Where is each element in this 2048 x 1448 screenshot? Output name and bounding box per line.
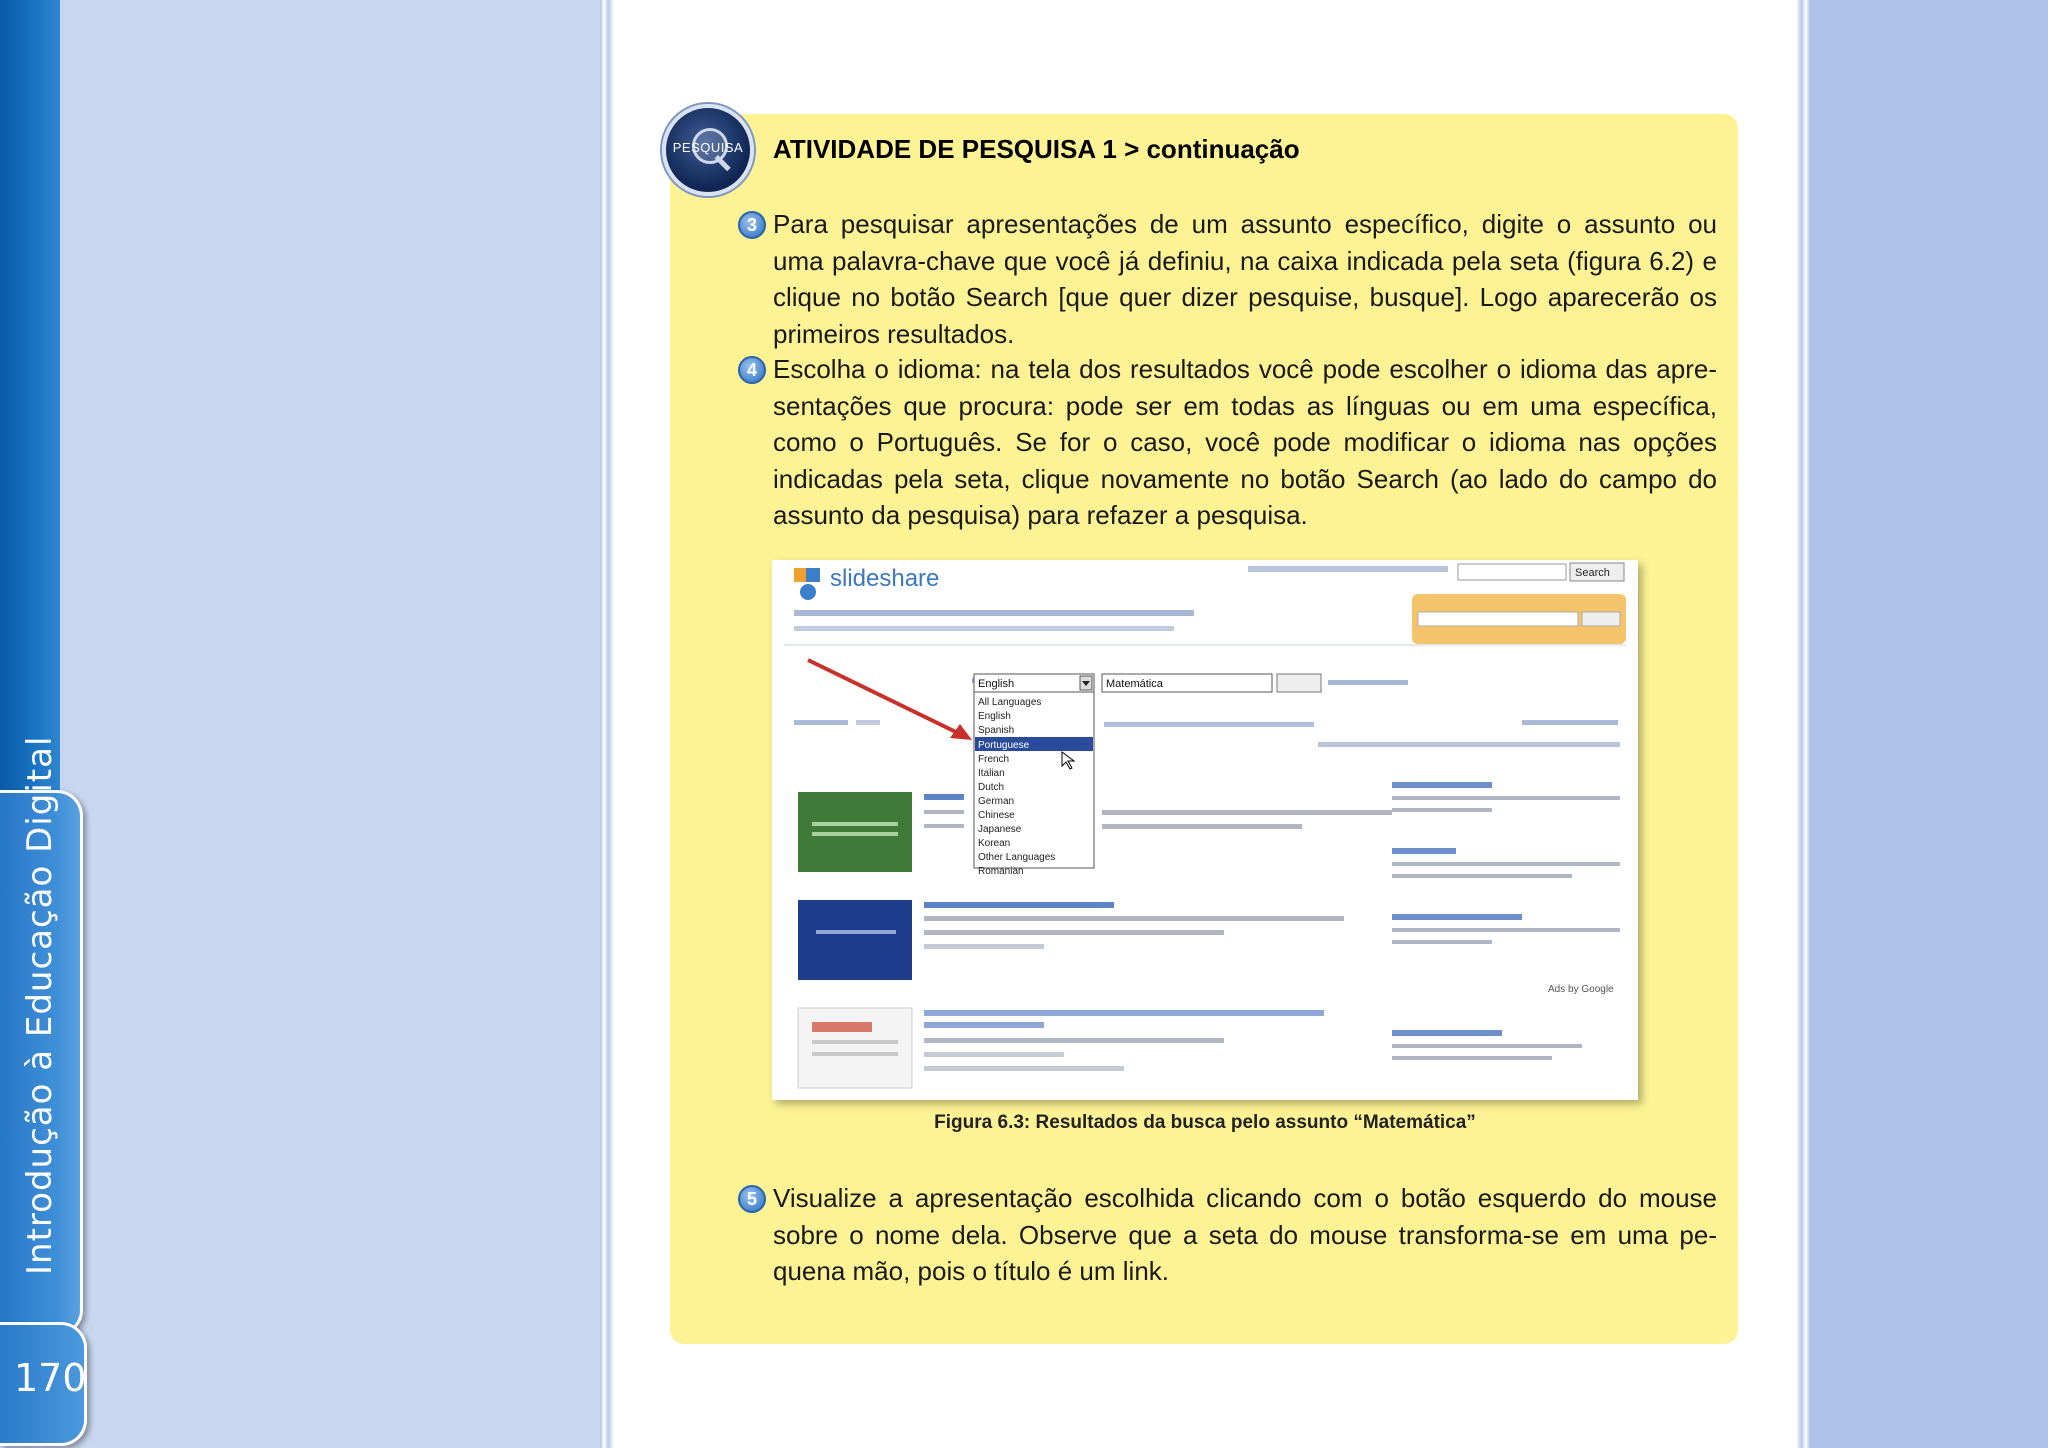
language-option: Korean <box>978 838 1011 849</box>
language-option: Italian <box>978 768 1005 779</box>
step-4-text: Escolha o idioma: na tela dos resultados você pode escolher o idioma das apre-sentações que procura: pode ser em todas as línguas ou em uma específica, como o Português. Se for o caso, você pode modificar o idioma nas opções indicadas pela seta, clique novamente no botão Search (ao lado do campo do assunto da pesquisa) para refazer a pesquisa. <box>773 354 1717 530</box>
language-option: All Languages <box>978 697 1042 708</box>
right-margin-panel <box>1810 0 2048 1448</box>
left-page-edge <box>600 0 614 1448</box>
language-option-highlighted: Portuguese <box>978 740 1030 751</box>
step-5-text: Visualize a apresentação escolhida clicando com o botão esquerdo do mouse sobre o nome dela. Observe que a seta do mouse transforma-se em uma pe-quena mão, pois o título é um link. <box>773 1183 1717 1286</box>
left-margin-panel <box>60 0 600 1448</box>
book-title: Introdução à Educação Digital <box>20 735 60 1275</box>
step-3-text: Para pesquisar apresentações de um assunto específico, digite o assunto ou uma palavra-chave que você já definiu, na caixa indicada pela seta (figura 6.2) e clique no botão Search [que quer dizer pesquise, busque]. Logo aparecerão os primeiros resultados. <box>773 209 1717 349</box>
step-number-4: 4 <box>738 356 766 384</box>
activity-title: ATIVIDADE DE PESQUISA 1 > continuação <box>773 134 1300 164</box>
step-number-5: 5 <box>738 1185 766 1213</box>
language-option: English <box>978 711 1011 722</box>
language-option: Spanish <box>978 725 1015 736</box>
language-option: Dutch <box>978 782 1005 793</box>
sidebar-stripe <box>0 0 60 820</box>
language-option: Romanian <box>978 866 1024 877</box>
right-page-edge <box>1796 0 1810 1448</box>
figure-caption: Figura 6.3: Resultados da busca pelo assunto “Matemática” <box>934 1112 1476 1133</box>
query-input: Matemática <box>1106 678 1163 690</box>
language-option: German <box>978 796 1015 807</box>
language-option: French <box>978 754 1010 765</box>
language-option: Chinese <box>978 810 1015 821</box>
ads-by-label: Ads by Google <box>1548 984 1614 995</box>
language-option: Japanese <box>978 824 1022 835</box>
slideshare-logo-icon <box>794 568 808 582</box>
figure-screenshot <box>772 560 1638 1100</box>
search-badge-icon <box>662 104 754 196</box>
page-number: 170 <box>14 1356 87 1400</box>
result-thumbnail <box>798 900 912 980</box>
slideshare-logo: slideshare <box>830 565 940 592</box>
result-thumbnail <box>798 1008 912 1088</box>
search-button: Search <box>1575 567 1610 579</box>
language-option: Other Languages <box>978 852 1056 863</box>
badge-label: PESQUISA <box>672 140 744 155</box>
slideshare-screenshot <box>772 560 1638 1100</box>
language-select: English <box>978 678 1015 690</box>
step-number-3: 3 <box>738 211 766 239</box>
